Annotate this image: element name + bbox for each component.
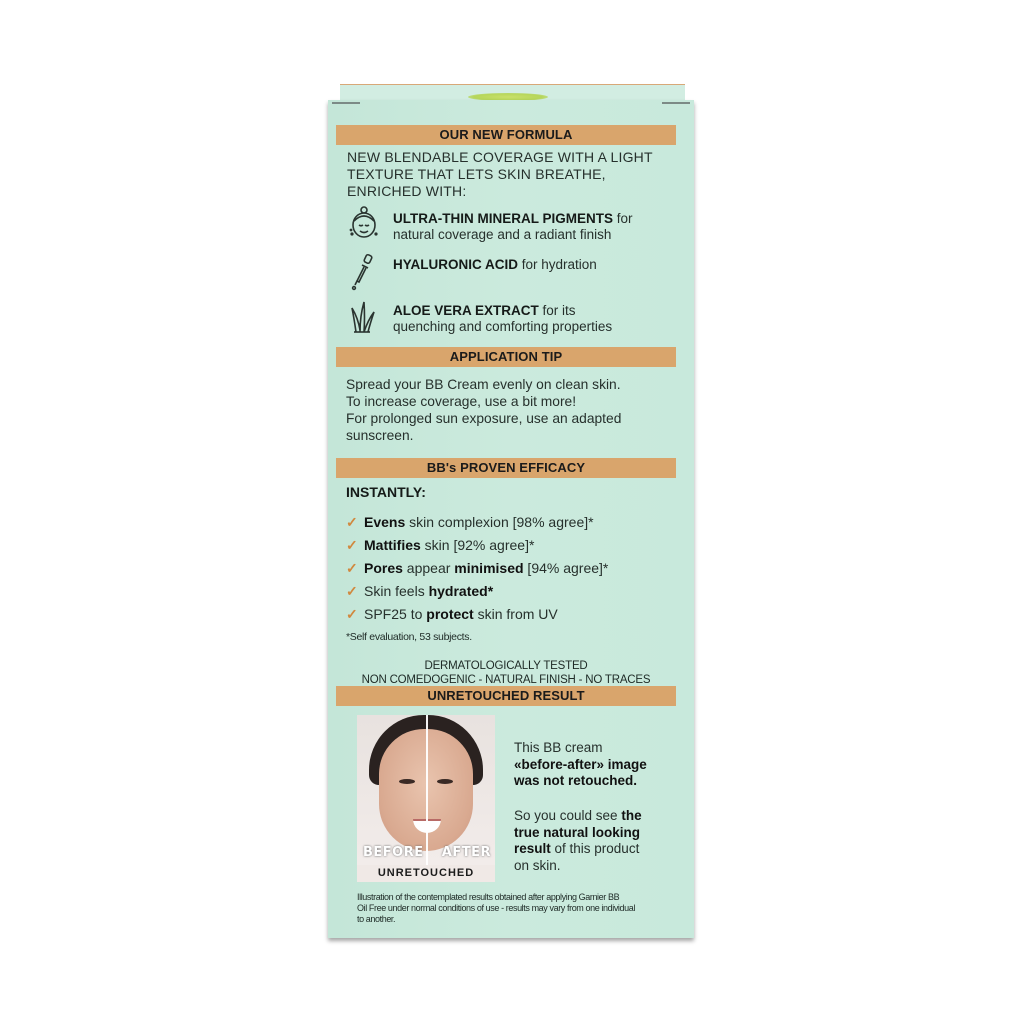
ingredient-desc: for <box>613 211 633 226</box>
result-disclaimer <box>357 892 687 925</box>
efficacy-item <box>346 536 534 554</box>
disclaimer-line: Illustration of the contemplated results obtained after applying Garnier BB <box>357 892 620 902</box>
claims-line: DERMATOLOGICALLY TESTED <box>424 660 588 672</box>
efficacy-bold: minimised <box>454 560 524 576</box>
result-paragraph-1 <box>514 740 674 790</box>
formula-intro <box>347 149 653 200</box>
check-icon: ✓ <box>346 514 358 530</box>
efficacy-text: appear <box>402 560 455 576</box>
result-line: This BB cream <box>514 740 603 755</box>
dropper-icon <box>351 253 375 291</box>
aloe-leaf-icon <box>350 300 376 334</box>
efficacy-item <box>346 513 594 531</box>
efficacy-bold: protect <box>426 606 474 622</box>
efficacy-text: skin from UV <box>473 606 558 622</box>
efficacy-heading: BB's PROVEN EFFICACY <box>336 458 676 478</box>
before-after-divider <box>426 715 428 865</box>
result-line: on skin. <box>514 857 561 873</box>
application-line: sunscreen. <box>346 428 414 443</box>
formula-intro-line: TEXTURE THAT LETS SKIN BREATHE, <box>347 166 606 182</box>
result-line-bold: true natural looking <box>514 824 641 840</box>
ingredient-desc: quenching and comforting properties <box>393 319 613 334</box>
ingredient-item <box>393 211 633 243</box>
efficacy-item <box>346 559 608 577</box>
result-line: So you could see <box>514 808 622 823</box>
check-icon: ✓ <box>346 583 358 599</box>
check-icon: ✓ <box>346 537 358 553</box>
disclaimer-line: Oil Free under normal conditions of use - results may vary from one individual <box>357 903 635 913</box>
claims-line: NON COMEDOGENIC - NATURAL FINISH - NO TRACES <box>361 674 651 686</box>
formula-intro-line: ENRICHED WITH: <box>347 183 467 199</box>
ingredient-desc: natural coverage and a radiant finish <box>393 227 612 242</box>
result-line-bold: the <box>621 808 642 823</box>
after-label: AFTER <box>441 845 491 860</box>
efficacy-bold: Pores <box>364 560 403 576</box>
photo-eye <box>399 779 415 784</box>
efficacy-item <box>346 605 558 623</box>
ingredient-item <box>393 303 612 335</box>
application-text <box>346 376 621 444</box>
efficacy-bold: hydrated* <box>428 583 494 599</box>
result-heading: UNRETOUCHED RESULT <box>336 686 676 706</box>
formula-intro-line: NEW BLENDABLE COVERAGE WITH A LIGHT <box>347 149 653 165</box>
fold-mark-left <box>332 102 360 104</box>
disclaimer-line: to another. <box>357 914 396 924</box>
before-after-photo <box>357 715 495 882</box>
efficacy-text: SPF25 to <box>364 606 427 622</box>
efficacy-subheading: INSTANTLY: <box>346 484 426 500</box>
application-heading: APPLICATION TIP <box>336 347 676 367</box>
result-line-bold: result <box>514 841 551 856</box>
photo-eye <box>437 779 453 784</box>
before-label: BEFORE <box>363 845 424 860</box>
result-line-bold: was not retouched. <box>514 773 638 788</box>
application-line: To increase coverage, use a bit more! <box>346 394 577 409</box>
efficacy-item <box>346 582 493 600</box>
ingredient-name: ULTRA-THIN MINERAL PIGMENTS <box>393 211 613 226</box>
efficacy-footnote: *Self evaluation, 53 subjects. <box>346 631 472 643</box>
check-icon: ✓ <box>346 560 358 576</box>
formula-heading: OUR NEW FORMULA <box>336 125 676 145</box>
efficacy-text: [94% agree]* <box>523 560 609 576</box>
ingredient-name: HYALURONIC ACID <box>393 257 519 272</box>
ingredient-desc: for hydration <box>518 257 597 272</box>
face-icon <box>349 205 379 241</box>
result-paragraph-2 <box>514 808 674 874</box>
result-line-bold: «before-after» image <box>514 756 647 772</box>
ingredient-item <box>393 257 597 273</box>
efficacy-text: skin complexion [98% agree]* <box>405 514 594 530</box>
check-icon: ✓ <box>346 606 358 622</box>
efficacy-bold: Evens <box>364 514 406 530</box>
efficacy-bold: Mattifies <box>364 537 421 553</box>
claims-text <box>336 659 676 687</box>
efficacy-text: skin [92% agree]* <box>420 537 535 553</box>
application-line: For prolonged sun exposure, use an adapted <box>346 411 622 426</box>
unretouched-caption: UNRETOUCHED <box>357 865 495 882</box>
fold-mark-right <box>662 102 690 104</box>
result-line: of this product <box>550 841 640 856</box>
efficacy-text: Skin feels <box>364 583 429 599</box>
ingredient-name: ALOE VERA EXTRACT <box>393 303 539 318</box>
ingredient-desc: for its <box>538 303 576 318</box>
application-line: Spread your BB Cream evenly on clean skin. <box>346 377 621 392</box>
